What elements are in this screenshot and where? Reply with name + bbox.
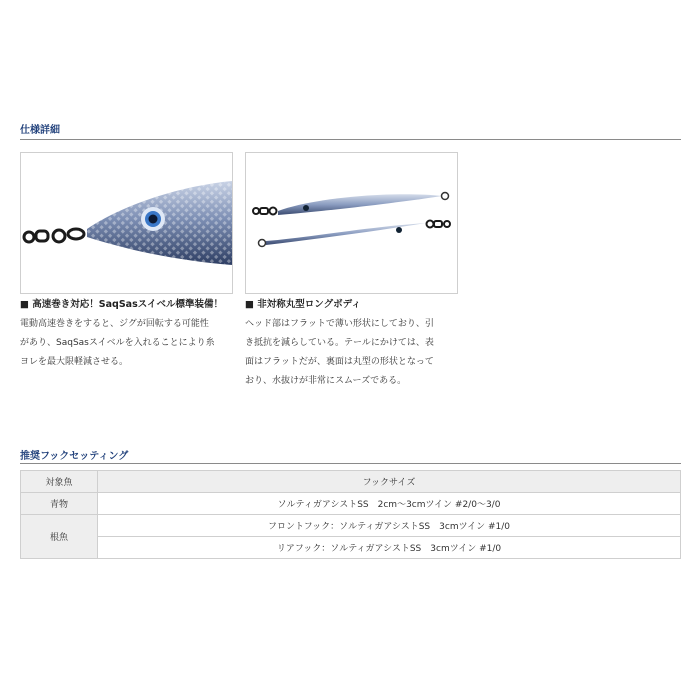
column-header-fish: 対象魚 [21, 471, 98, 493]
feature-body-heading: ■ 非対称丸型ロングボディ [245, 299, 361, 310]
table-header-row [21, 471, 681, 493]
feature-swivel-heading: ■ 高速巻き対応！SaqSasスイベル標準装備！ [20, 299, 224, 310]
hook-section-title: 推奨フックセッティング [20, 451, 129, 462]
table-row [21, 493, 681, 515]
hook-cell: リアフック：ソルティガアシストSS 3cmツイン #1/0 [98, 537, 681, 559]
hook-cell: フロントフック：ソルティガアシストSS 3cmツイン #1/0 [98, 515, 681, 537]
spec-section-divider [20, 139, 681, 140]
table-row [21, 515, 681, 537]
hook-setting-table [20, 470, 681, 559]
column-header-hook-size: フックサイズ [98, 471, 681, 493]
jig-fullbody-photo [245, 152, 458, 294]
feature-swivel-body: 電動高速巻きをすると、ジグが回転する可能性 があり、SaqSasスイベルを入れることにより糸 ヨレを最大限軽減させる。 [20, 319, 215, 367]
feature-body-text: ヘッド部はフラットで薄い形状にしており、引 き抵抗を減らしている。テールにかけては、表 面はフラットだが、裏面は丸型の形状となって おり、水抜けが非常にスムーズである。 [245, 319, 434, 386]
spec-section-title: 仕様詳細 [20, 125, 60, 136]
fish-cell: 根魚 [21, 515, 98, 559]
jig-closeup-photo [20, 152, 233, 294]
hook-section-divider [20, 463, 681, 464]
fish-cell: 青物 [21, 493, 98, 515]
hook-cell: ソルティガアシストSS 2cm〜3cmツイン #2/0〜3/0 [98, 493, 681, 515]
table-row [21, 537, 681, 559]
